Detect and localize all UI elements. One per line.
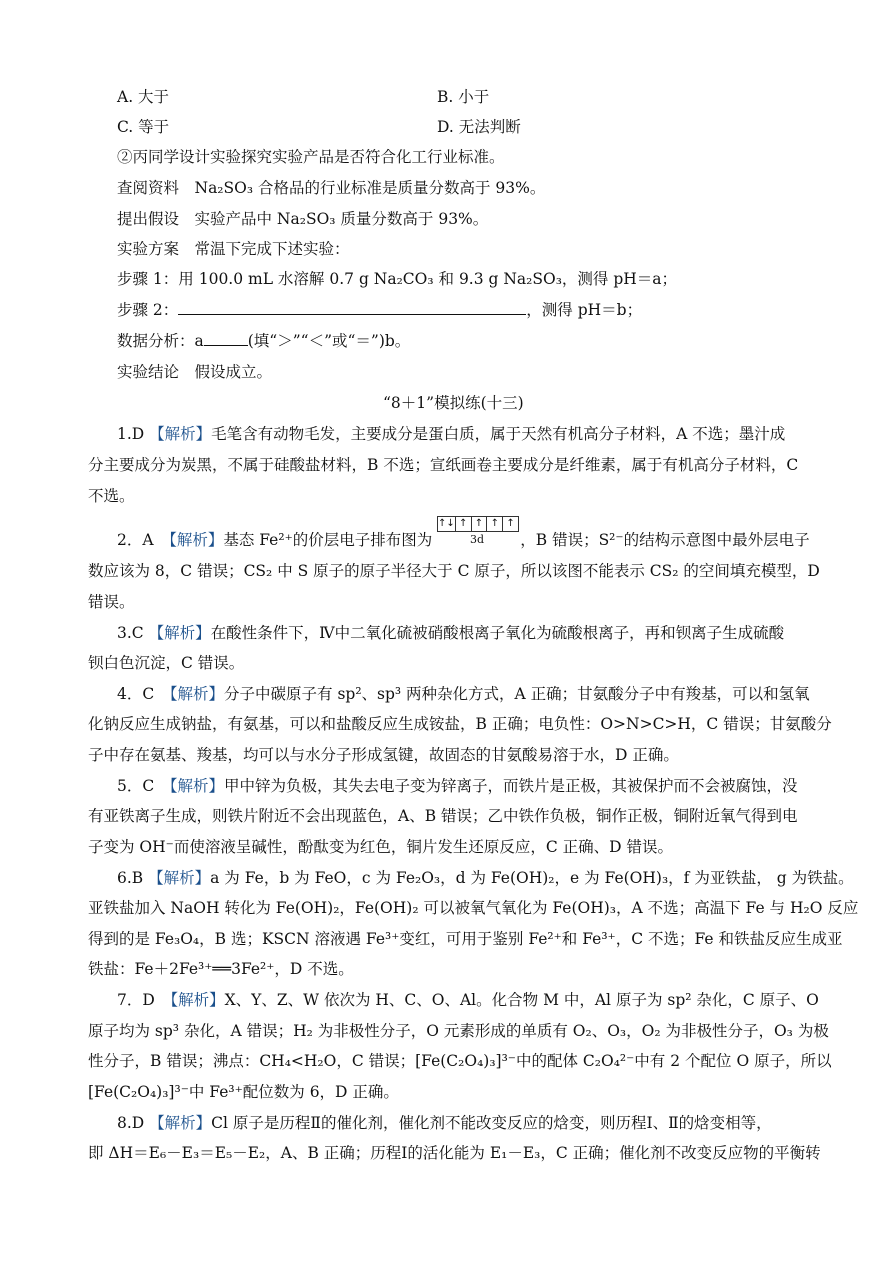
analysis-tag: 【解析】 bbox=[169, 685, 225, 703]
option-a: A. 大于 bbox=[117, 88, 170, 106]
orbital-box: ↑ bbox=[456, 517, 472, 531]
answer-8-line-1: 8.D 【解析】Cl 原子是历程Ⅱ的催化剂，催化剂不能改变反应的焓变，则历程Ⅰ、Ⅱ的焓变相等， bbox=[117, 1114, 772, 1132]
answer-6-line-4: 铁盐：Fe＋2Fe³⁺══3Fe²⁺，D 不选。 bbox=[88, 960, 354, 978]
experiment-intro: ②丙同学设计实验探究实验产品是否符合化工行业标准。 bbox=[117, 148, 505, 166]
experiment-lookup: 查阅资料 Na₂SO₃ 合格品的行业标准是质量分数高于 93%。 bbox=[117, 179, 546, 197]
orbital-box: ↑ bbox=[472, 517, 488, 531]
answer-7-line-2: 原子均为 sp³ 杂化，A 错误；H₂ 为非极性分子，O 元素形成的单质有 O₂、O₃，O₂ 为非极性分子，O₃ 为极 bbox=[88, 1022, 829, 1040]
analysis-prefix: 数据分析：a bbox=[117, 332, 204, 350]
answer-4-line-1: 4．C 【解析】分子中碳原子有 sp²、sp³ 两种杂化方式，A 正确；甘氨酸分子中有羧基，可以和氢氧 bbox=[117, 685, 810, 703]
orbital-box: ↑ bbox=[506, 518, 515, 529]
answer-5-line-3: 子变为 OH⁻而使溶液呈碱性，酚酞变为红色，铜片发生还原反应，C 正确、D 错误。 bbox=[88, 838, 673, 856]
answer-2-line-3: 错误。 bbox=[88, 593, 135, 611]
answer-2-line-1: 2．A 【解析】基态 Fe²⁺的价层电子排布图为 ，B 错误；S²⁻的结构示意图中最外层电子 bbox=[117, 531, 810, 549]
analysis-tag: 【解析】 bbox=[149, 1114, 212, 1132]
analysis-tag: 【解析】 bbox=[149, 425, 212, 443]
answer-5-line-1: 5．C 【解析】甲中锌为负极，其失去电子变为锌离子，而铁片是正极，其被保护而不会被腐蚀，没 bbox=[117, 777, 798, 795]
orbital-box: ↑ bbox=[487, 517, 503, 531]
option-c: C. 等于 bbox=[117, 118, 170, 136]
answer-5-line-2: 有亚铁离子生成，则铁片附近不会出现蓝色，A、B 错误；乙中铁作负极，铜作正极，铜附近氧气得到电 bbox=[88, 807, 798, 825]
option-b: B. 小于 bbox=[437, 88, 490, 106]
orbital-label: 3d bbox=[469, 533, 485, 546]
electron-configuration-diagram bbox=[437, 516, 521, 546]
answer-7-line-4: [Fe(C₂O₄)₃]³⁻中 Fe³⁺配位数为 6，D 正确。 bbox=[88, 1083, 399, 1101]
step2-suffix: ，测得 pH＝b； bbox=[526, 301, 643, 319]
answer-7-line-1: 7．D 【解析】X、Y、Z、W 依次为 H、C、O、Al。化合物 M 中，Al 原子为 sp² 杂化，C 原子、O bbox=[117, 991, 819, 1009]
experiment-hypothesis: 提出假设 实验产品中 Na₂SO₃ 质量分数高于 93%。 bbox=[117, 210, 489, 228]
experiment-analysis bbox=[117, 330, 410, 352]
step2-prefix: 步骤 2： bbox=[117, 301, 179, 319]
analysis-blank[interactable] bbox=[204, 331, 248, 346]
experiment-step1: 步骤 1：用 100.0 mL 水溶解 0.7 g Na₂CO₃ 和 9.3 g Na₂SO₃，测得 pH＝a； bbox=[117, 270, 678, 288]
analysis-tag: 【解析】 bbox=[170, 991, 225, 1009]
answer-6-line-3: 得到的是 Fe₃O₄，B 选；KSCN 溶液遇 Fe³⁺变红，可用于鉴别 Fe²⁺和 Fe³⁺，C 不选；Fe 和铁盐反应生成亚 bbox=[88, 930, 843, 948]
analysis-tag: 【解析】 bbox=[148, 869, 211, 887]
section-title: “8＋1”模拟练(十三) bbox=[383, 394, 524, 412]
analysis-tag: 【解析】 bbox=[148, 624, 211, 642]
answer-6-line-1: 6.B 【解析】a 为 Fe，b 为 FeO，c 为 Fe₂O₃，d 为 Fe(OH)₂，e 为 Fe(OH)₃，f 为亚铁盐， g 为铁盐。 bbox=[117, 869, 854, 887]
answer-1-line-1: 1.D 【解析】毛笔含有动物毛发，主要成分是蛋白质，属于天然有机高分子材料，A 不选；墨汁成 bbox=[117, 425, 786, 443]
answer-6-line-2: 亚铁盐加入 NaOH 转化为 Fe(OH)₂，Fe(OH)₂ 可以被氧气氧化为 Fe(OH)₃，A 不选；高温下 Fe 与 H₂O 反应 bbox=[88, 899, 859, 917]
analysis-tag: 【解析】 bbox=[169, 531, 224, 549]
answer-4-line-3: 子中存在氨基、羧基，均可以与水分子形成氢键，故固态的甘氨酸易溶于水，D 正确。 bbox=[88, 746, 679, 764]
answer-7-line-3: 性分子，B 错误；沸点：CH₄<H₂O，C 错误；[Fe(C₂O₄)₃]³⁻中的配体 C₂O₄²⁻中有 2 个配位 O 原子，所以 bbox=[88, 1052, 832, 1070]
experiment-plan: 实验方案 常温下完成下述实验： bbox=[117, 240, 350, 258]
answer-3-line-2: 钡白色沉淀，C 错误。 bbox=[88, 654, 245, 672]
answer-8-line-2: 即 ΔH＝E₆－E₃＝E₅－E₂，A、B 正确；历程Ⅰ的活化能为 E₁－E₃，C 正确；催化剂不改变反应物的平衡转 bbox=[88, 1144, 821, 1162]
experiment-conclusion: 实验结论 假设成立。 bbox=[117, 363, 273, 381]
orbital-box: ↑↓ bbox=[438, 518, 455, 529]
answer-1-line-3: 不选。 bbox=[88, 487, 135, 505]
answer-4-line-2: 化钠反应生成钠盐，有氨基，可以和盐酸反应生成铵盐，B 正确；电负性：O>N>C>H，C 错误；甘氨酸分 bbox=[88, 715, 832, 733]
answer-3-line-1: 3.C 【解析】在酸性条件下，Ⅳ中二氧化硫被硝酸根离子氧化为硫酸根离子，再和钡离子生成硫酸 bbox=[117, 624, 785, 642]
answer-2-line-2: 数应该为 8，C 错误；CS₂ 中 S 原子的原子半径大于 C 原子，所以该图不能表示 CS₂ 的空间填充模型，D bbox=[88, 562, 820, 580]
experiment-step2 bbox=[117, 299, 642, 321]
option-d: D. 无法判断 bbox=[437, 118, 521, 136]
step2-blank[interactable] bbox=[178, 300, 526, 315]
analysis-tag: 【解析】 bbox=[169, 777, 225, 795]
analysis-suffix: (填“＞”“＜”或“＝”)b。 bbox=[247, 332, 411, 350]
answer-1-line-2: 分主要成分为炭黑，不属于硅酸盐材料，B 不选；宣纸画卷主要成分是纤维素，属于有机高分子材料，C bbox=[88, 456, 799, 474]
